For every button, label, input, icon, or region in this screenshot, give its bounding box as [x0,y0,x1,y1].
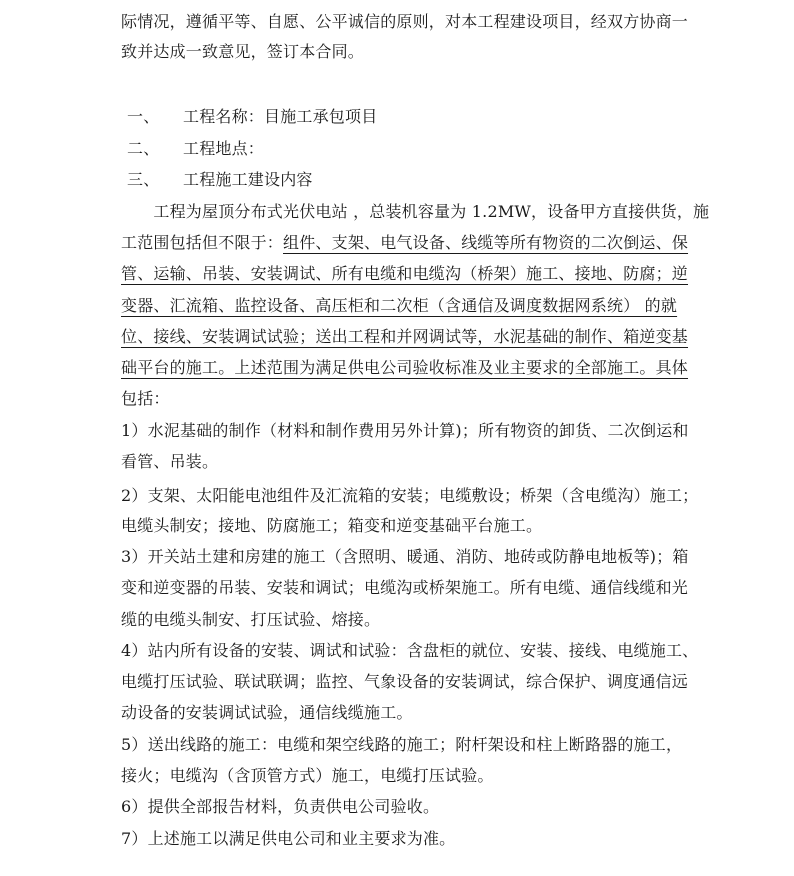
section-heading-2 [121,139,264,159]
intro-line-2: 致并达成一致意见，签订本合同。 [121,42,365,61]
list-item-1-line-2: 看管、吊装。 [121,452,219,471]
section-number: 二、 [127,139,160,158]
section-number: 三、 [127,170,160,189]
list-item-6: 6）提供全部报告材料，负责供电公司验收。 [121,797,440,816]
section-number: 一、 [127,107,160,126]
list-item-3-line-2: 变和逆变器的吊装、安装和调试；电缆沟或桥架施工。所有电缆、通信线缆和光 [121,578,689,597]
scope-line-2 [121,233,688,253]
scope-line-3: 管、运输、吊装、安装调试、所有电缆和电缆沟（桥架）施工、接地、防腐；逆 [121,264,689,283]
list-item-4-line-3: 动设备的安装调试试验，通信线缆施工。 [121,703,413,722]
intro-line-1: 际情况，遵循平等、自愿、公平诚信的原则，对本工程建设项目，经双方协商一 [121,12,689,31]
scope-line-6: 础平台的施工。上述范围为满足供电公司验收标准及业主要求的全部施工。具体 [121,358,689,377]
section-heading-3 [121,170,313,190]
section-title: 工程地点： [183,139,265,158]
section-title: 工程施工建设内容 [183,170,313,189]
scope-line-4: 变器、汇流箱、监控设备、高压柜和二次柜（含通信及调度数据网系统） 的就 [121,296,678,315]
scope-underlined-text: 组件、支架、电气设备、线缆等所有物资的二次倒运、保 [283,233,689,252]
list-item-2-line-2: 电缆头制安；接地、防腐施工；箱变和逆变基础平台施工。 [121,516,543,535]
list-item-3-line-1: 3）开关站土建和房建的施工（含照明、暖通、消防、地砖或防静电地板等)；箱 [121,547,689,566]
list-item-3-line-3: 缆的电缆头制安、打压试验、熔接。 [121,610,381,629]
section-title: 工程名称：目施工承包项目 [183,107,378,126]
scope-lead: 工范围包括但不限于： [121,233,284,252]
scope-line-7: 包括： [121,389,170,408]
list-item-5-line-1: 5）送出线路的施工：电缆和架空线路的施工；附杆架设和柱上断路器的施工， [121,735,683,754]
list-item-4-line-1: 4）站内所有设备的安装、调试和试验：含盘柜的就位、安装、接线、电缆施工、 [121,641,699,660]
list-item-7: 7）上述施工以满足供电公司和业主要求为准。 [121,829,456,848]
list-item-1-line-1: 1）水泥基础的制作（材料和制作费用另外计算)；所有物资的卸货、二次倒运和 [121,421,689,440]
list-item-4-line-2: 电缆打压试验、联试联调；监控、气象设备的安装调试，综合保护、调度通信远 [121,672,689,691]
scope-line-5: 位、接线、安装调试试验；送出工程和并网调试等，水泥基础的制作、箱逆变基 [121,327,689,346]
list-item-2-line-1: 2）支架、太阳能电池组件及汇流箱的安装；电缆敷设；桥架（含电缆沟）施工； [121,486,699,505]
scope-line-1: 工程为屋顶分布式光伏电站 ，总装机容量为 1.2MW，设备甲方直接供货，施 [121,202,710,221]
list-item-5-line-2: 接火；电缆沟（含顶管方式）施工，电缆打压试验。 [121,766,494,785]
section-heading-1 [121,107,377,127]
